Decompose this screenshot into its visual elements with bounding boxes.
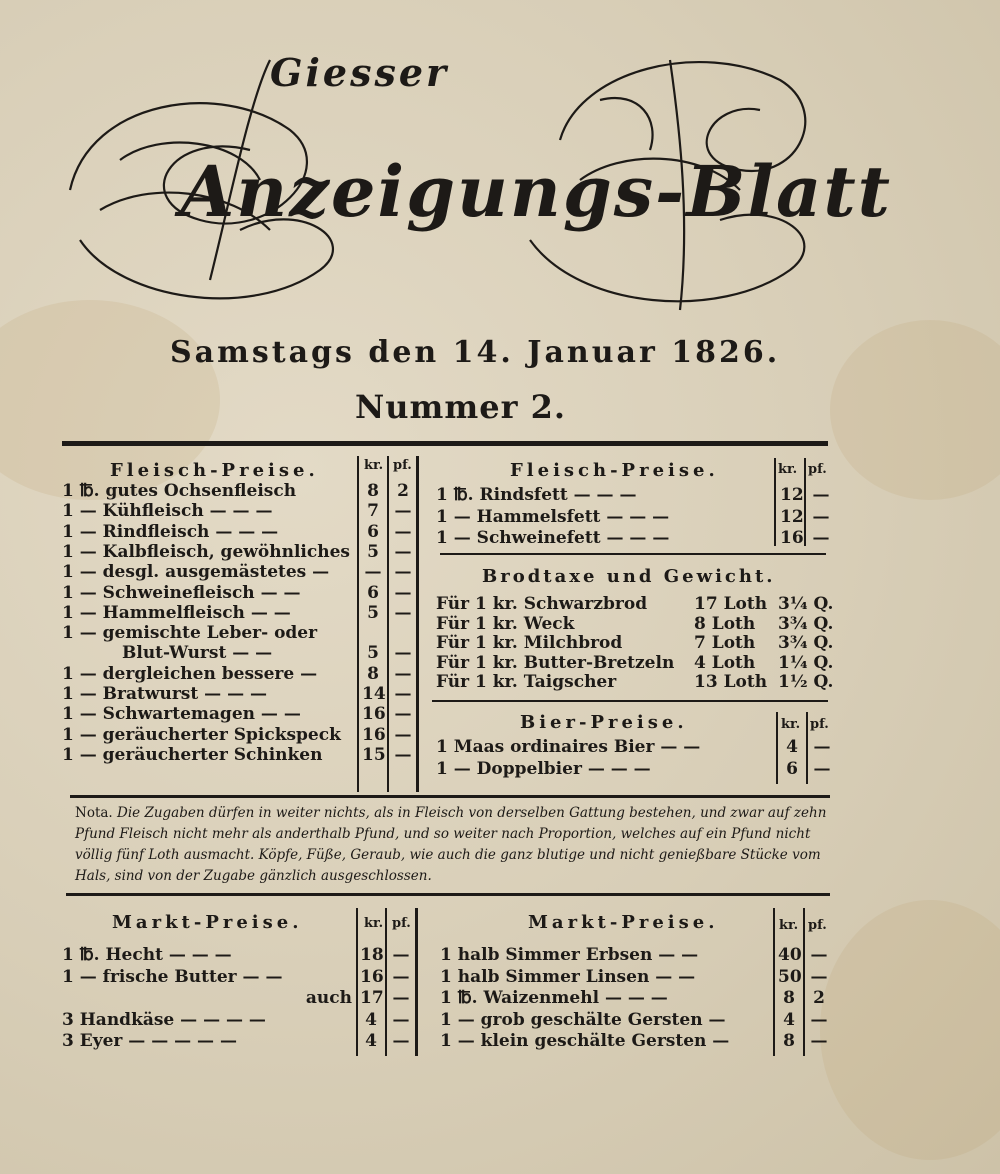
price-row-label: 1 — desgl. ausgemästetes — (62, 562, 330, 583)
price-row-label: 1 — frische Butter — — (62, 966, 283, 987)
price-pf-value: — (394, 582, 412, 603)
price-kr-value: 8 (783, 1031, 795, 1051)
price-kr-value: 40 (778, 945, 802, 965)
price-row-label: 1 — Doppelbier — — — (436, 759, 651, 779)
price-pf-value: — (392, 966, 410, 987)
price-kr-value: 7 (367, 501, 379, 522)
pf-header: pf. (392, 916, 411, 931)
column-divider (357, 456, 359, 792)
price-kr-value: 4 (365, 1031, 377, 1051)
price-kr-value: 5 (367, 643, 379, 664)
price-row-label: 1 halb Simmer Linsen — — (440, 966, 696, 987)
kr-header: kr. (364, 916, 384, 931)
price-kr-value: — (364, 562, 382, 583)
price-kr-value: 14 (362, 684, 386, 704)
price-pf-value: — (392, 1009, 410, 1030)
price-pf-value: 2 (397, 481, 409, 501)
kr-header: kr. (778, 462, 798, 477)
column-divider (804, 458, 806, 546)
price-row-label: 1 — Schwartemagen — — (62, 704, 301, 725)
price-pf-value: — (394, 643, 412, 664)
price-row-label: 1 — Rindfleisch — — — (62, 521, 279, 542)
pf-header: pf. (808, 918, 827, 933)
column-divider (415, 908, 418, 1056)
price-pf-value: — (812, 528, 830, 548)
paper-stain (830, 320, 1000, 500)
section-rule (70, 795, 830, 798)
price-kr-value: 8 (367, 663, 379, 684)
kr-header: kr. (364, 458, 384, 473)
price-pf-value: — (394, 684, 412, 704)
price-row-label: 1 ℔. Rindsfett — — — (436, 485, 637, 505)
masthead-title: Anzeigungs-Blatt (180, 150, 893, 233)
column-divider (803, 908, 805, 1056)
price-kr-value: 4 (365, 1009, 377, 1030)
price-kr-value: 12 (780, 506, 804, 527)
brod-loth-value: 7 Loth (694, 633, 756, 653)
price-pf-value: — (394, 562, 412, 583)
price-kr-value: 12 (780, 485, 804, 505)
brod-quentchen-value: 1¼ Q. (778, 652, 834, 673)
brod-loth-value: 8 Loth (694, 613, 756, 634)
price-pf-value: — (394, 521, 412, 542)
brodtaxe-title: Brodtaxe und Gewicht. (482, 566, 776, 587)
price-row-label: 1 ℔. gutes Ochsenfleisch (62, 481, 297, 501)
price-kr-value: 16 (362, 704, 386, 725)
column-divider (356, 908, 358, 1056)
markt-left-title: Markt-Preise. (112, 912, 303, 933)
price-row-label: 1 ℔. Hecht — — — (62, 945, 232, 965)
column-divider (776, 712, 778, 784)
price-pf-value: — (394, 501, 412, 522)
price-row-label: 1 — klein geschälte Gersten — (440, 1031, 730, 1051)
price-pf-value: — (812, 485, 830, 505)
price-row-label: 1 — gemischte Leber- oder (62, 623, 318, 644)
price-row-label: 1 Maas ordinaires Bier — — (436, 737, 701, 757)
brod-row-label: Für 1 kr. Butter-Bretzeln (436, 652, 675, 673)
bier-title: Bier-Preise. (520, 712, 688, 733)
brod-loth-value: 17 Loth (694, 594, 768, 614)
price-row-label: 1 — Hammelfleisch — — (62, 602, 291, 623)
price-kr-value: 15 (362, 744, 386, 765)
price-row-label: 1 — Schweinefleisch — — (62, 582, 301, 603)
kr-header: kr. (781, 717, 801, 732)
brod-loth-value: 13 Loth (694, 672, 768, 692)
column-divider (806, 712, 808, 784)
price-pf-value: — (810, 1009, 828, 1030)
price-kr-value: 5 (367, 541, 379, 562)
price-pf-value: — (394, 663, 412, 684)
masthead-pre-title: Giesser (270, 50, 450, 95)
nota-lead: Nota. (75, 805, 113, 821)
price-kr-value: 4 (783, 1009, 795, 1030)
price-pf-value: — (392, 1031, 410, 1051)
price-kr-value: 8 (783, 988, 795, 1008)
column-divider (773, 908, 775, 1056)
brod-row-label: Für 1 kr. Schwarzbrod (436, 594, 648, 614)
price-row-label: 1 — geräucherter Schinken (62, 744, 323, 765)
price-row-label: 1 — dergleichen bessere — (62, 663, 318, 684)
price-kr-value: 16 (780, 528, 804, 548)
price-kr-value: 5 (367, 602, 379, 623)
brod-row-label: Für 1 kr. Taigscher (436, 672, 617, 692)
brod-quentchen-value: 3¼ Q. (778, 594, 834, 614)
price-row-label: Blut-Wurst — — (122, 643, 273, 664)
issue-number: Nummer 2. (355, 388, 566, 426)
markt-right-title: Markt-Preise. (528, 912, 719, 933)
price-row-label: 1 — grob geschälte Gersten — (440, 1009, 726, 1030)
price-pf-value: — (394, 744, 412, 765)
column-divider (387, 456, 389, 792)
section-rule (66, 893, 830, 896)
price-pf-value: — (810, 966, 828, 987)
price-row-label: 1 — Hammelsfett — — — (436, 506, 670, 527)
price-row-label: 1 — Schweinefett — — — (436, 528, 670, 548)
price-kr-value: 50 (778, 966, 802, 987)
price-pf-value: — (810, 1031, 828, 1051)
price-pf-value: — (392, 945, 410, 965)
top-rule (62, 441, 828, 446)
section-rule (440, 553, 826, 555)
price-pf-value: — (394, 541, 412, 562)
price-row-label: 1 — geräucherter Spickspeck (62, 724, 341, 745)
fleisch-right-title: Fleisch-Preise. (510, 460, 719, 481)
pf-header: pf. (810, 717, 829, 732)
price-pf-value: — (392, 988, 410, 1008)
price-row-label: 1 ℔. Waizenmehl — — — (440, 988, 668, 1008)
price-pf-value: — (394, 724, 412, 745)
pf-header: pf. (393, 458, 412, 473)
price-pf-value: — (813, 759, 831, 779)
column-divider (774, 458, 776, 546)
price-kr-value: 4 (786, 737, 798, 757)
price-row-label: 1 halb Simmer Erbsen — — (440, 945, 699, 965)
price-row-label: auch (305, 988, 352, 1008)
fleisch-left-title: Fleisch-Preise. (110, 460, 319, 481)
brod-row-label: Für 1 kr. Weck (436, 613, 575, 634)
price-row-label: 3 Eyer — — — — — (62, 1031, 237, 1051)
brod-quentchen-value: 3¾ Q. (778, 613, 834, 634)
brod-quentchen-value: 3¾ Q. (778, 633, 834, 653)
price-kr-value: 18 (360, 945, 384, 965)
price-kr-value: 6 (367, 582, 379, 603)
price-pf-value: — (813, 737, 831, 757)
price-kr-value: 6 (786, 759, 798, 779)
nota-text: Die Zugaben dürfen in weiter nichts, als in Fleisch von derselben Gattung bestehen, und zwar auf zehn Pfund Fleisch nicht mehr als anderthalb Pfund, und so weiter nach Proportion, welches auf ein Pfund nicht völlig fünf Loth ausmacht. Köpfe, Füße, Geraub, wie auch die ganz blutige und nicht genießbare Stücke vom Hals, sind von der Zugabe gänzlich ausgeschlossen. (75, 805, 827, 884)
price-row-label: 3 Handkäse — — — — (62, 1009, 266, 1030)
price-pf-value: — (394, 602, 412, 623)
price-row-label: 1 — Kalbfleisch, gewöhnliches (62, 541, 350, 562)
price-kr-value: 8 (367, 481, 379, 501)
column-divider (385, 908, 387, 1056)
price-pf-value: — (810, 945, 828, 965)
brod-quentchen-value: 1½ Q. (778, 672, 834, 692)
brod-loth-value: 4 Loth (694, 652, 756, 673)
paper-stain (820, 900, 1000, 1160)
price-kr-value: 16 (360, 966, 384, 987)
column-divider (416, 456, 419, 792)
price-row-label: 1 — Bratwurst — — — (62, 684, 267, 704)
price-pf-value: 2 (813, 988, 825, 1008)
brod-row-label: Für 1 kr. Milchbrod (436, 633, 623, 653)
price-kr-value: 6 (367, 521, 379, 542)
pf-header: pf. (808, 462, 827, 477)
nota-paragraph (75, 803, 835, 887)
price-pf-value: — (394, 704, 412, 725)
price-kr-value: 16 (362, 724, 386, 745)
section-rule (432, 700, 828, 702)
price-kr-value: 17 (360, 988, 384, 1008)
price-row-label: 1 — Kühfleisch — — — (62, 501, 273, 522)
kr-header: kr. (779, 918, 799, 933)
date-line: Samstags den 14. Januar 1826. (170, 335, 781, 370)
price-pf-value: — (812, 506, 830, 527)
